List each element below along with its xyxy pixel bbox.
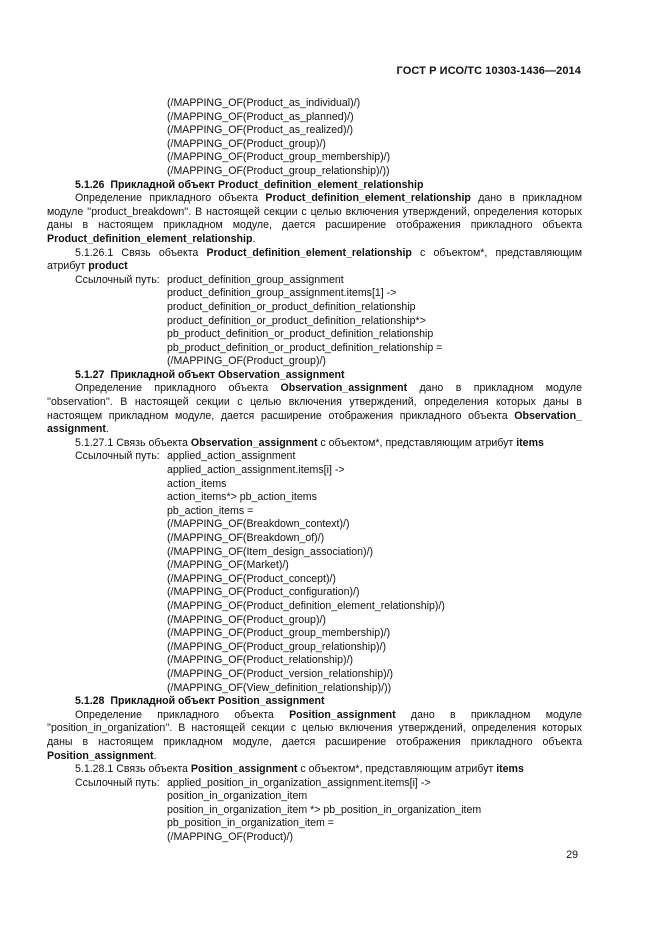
text-run: 5.1.27.1 Связь объекта xyxy=(75,436,191,449)
text-run: дано в прикладном модуле ''position_in_organization''. В настоящей секции с целью включения утверждений, определения которых даны в настоящем прикладном модуле, дается расширение отображения прикладного объекта xyxy=(47,708,582,748)
text-run: с объектом*, представляющим атрибут xyxy=(317,436,517,449)
reference-label: Ссылочный путь: xyxy=(75,776,160,789)
entity-name: Observation_ assignment xyxy=(47,409,582,436)
reference-path xyxy=(47,777,582,791)
section-paragraph xyxy=(47,709,582,763)
page-content xyxy=(47,97,582,845)
reference-line: action_items*> pb_action_items xyxy=(167,491,317,504)
reference-line: pb_action_items = xyxy=(167,504,254,517)
document-header: ГОСТ Р ИСО/ТС 10303-1436—2014 xyxy=(396,65,581,77)
reference-line: (/MAPPING_OF(Product_relationship)/) xyxy=(167,654,354,667)
reference-line: (/MAPPING_OF(Product_definition_element_relationship)/) xyxy=(167,599,445,612)
subsection-5-1-28-1 xyxy=(47,763,582,777)
attribute-name: items xyxy=(516,436,544,449)
heading-number: 5.1.26 xyxy=(75,178,105,191)
reference-line: (/MAPPING_OF(Product_group_relationship)/) xyxy=(167,640,387,653)
mapping-list-top xyxy=(47,97,582,179)
reference-line: applied_action_assignment.items[i] -> xyxy=(167,464,345,477)
heading-text: Прикладной объект Observation_assignment xyxy=(110,368,345,381)
entity-name: Position_assignment xyxy=(289,708,396,721)
mapping-line: (/MAPPING_OF(Product_as_realized)/) xyxy=(167,124,354,137)
reference-line: applied_action_assignment xyxy=(167,450,296,463)
entity-name: Position_assignment xyxy=(47,749,154,762)
section-heading-5-1-28 xyxy=(47,695,582,709)
mapping-line: (/MAPPING_OF(Product_group_membership)/) xyxy=(167,151,391,164)
reference-line: product_definition_or_product_definition_relationship*> xyxy=(167,314,426,327)
reference-line: action_items xyxy=(167,477,227,490)
reference-line: applied_position_in_organization_assignment.items[i] -> xyxy=(167,776,431,789)
entity-name: Observation_assignment xyxy=(280,382,408,395)
reference-line: pb_position_in_organization_item = xyxy=(167,817,334,830)
text-run: Определение прикладного объекта xyxy=(75,708,290,721)
text-run: Определение прикладного объекта xyxy=(75,382,281,395)
text-run: . xyxy=(153,749,157,762)
page-number: 29 xyxy=(566,849,578,861)
section-paragraph xyxy=(47,192,582,246)
reference-path xyxy=(47,274,582,288)
heading-number: 5.1.27 xyxy=(75,368,105,381)
heading-number: 5.1.28 xyxy=(75,695,105,708)
text-run: Определение прикладного объекта xyxy=(75,192,266,205)
heading-text: Прикладной объект Product_definition_element_relationship xyxy=(110,178,424,191)
reference-line: product_definition_group_assignment xyxy=(167,273,344,286)
reference-line: (/MAPPING_OF(Product_group)/) xyxy=(167,355,326,368)
subsection-5-1-27-1 xyxy=(47,437,582,451)
reference-line: product_definition_or_product_definition_relationship xyxy=(167,300,416,313)
entity-name: Position_assignment xyxy=(190,763,298,776)
reference-line: (/MAPPING_OF(Product_group_membership)/) xyxy=(167,627,391,640)
text-run: 5.1.26.1 Связь объекта xyxy=(75,246,207,259)
reference-line: (/MAPPING_OF(Product_concept)/) xyxy=(167,572,336,585)
entity-name: Product_definition_element_relationship xyxy=(47,232,253,245)
text-run: с объектом*, представляющим атрибут xyxy=(47,246,583,273)
text-run: . xyxy=(252,232,256,245)
reference-label: Ссылочный путь: xyxy=(75,273,160,286)
reference-line: (/MAPPING_OF(Product_group)/) xyxy=(167,613,326,626)
subsection-5-1-26-1 xyxy=(47,247,582,274)
reference-line: position_in_organization_item *> pb_position_in_organization_item xyxy=(167,803,482,816)
section-paragraph xyxy=(47,382,582,436)
mapping-line: (/MAPPING_OF(Product_group_relationship)/)) xyxy=(167,164,390,177)
text-run: . xyxy=(105,423,109,436)
text-run: дано в прикладном модуле ''observation''. В настоящей секции с целью включения утверждений, определения которых даны в настоящем прикладном модуле, дается расширение отображения прикладного объекта xyxy=(47,382,582,422)
reference-line: pb_product_definition_or_product_definition_relationship xyxy=(167,328,434,341)
reference-line: product_definition_group_assignment.items[1] -> xyxy=(167,287,397,300)
reference-line: (/MAPPING_OF(Product_configuration)/) xyxy=(167,586,360,599)
section-heading-5-1-26 xyxy=(47,179,582,193)
entity-name: Product_definition_element_relationship xyxy=(206,246,412,259)
reference-line: (/MAPPING_OF(Product)/) xyxy=(167,831,293,844)
mapping-line: (/MAPPING_OF(Product_group)/) xyxy=(167,137,326,150)
heading-text: Прикладной объект Position_assignment xyxy=(110,695,325,708)
text-run: с объектом*, представляющим атрибут xyxy=(297,763,497,776)
reference-path xyxy=(47,450,582,464)
attribute-name: items xyxy=(496,763,524,776)
reference-line: (/MAPPING_OF(Item_design_association)/) xyxy=(167,545,374,558)
text-run: дано в прикладном модуле ''product_breakdown''. В настоящей секции с целью включения утверждений, определения которых даны в настоящем прикладном модуле, дается расширение отображения прикладного объекта xyxy=(47,192,582,232)
reference-line: (/MAPPING_OF(Breakdown_context)/) xyxy=(167,518,350,531)
reference-line: (/MAPPING_OF(Breakdown_of)/) xyxy=(167,532,325,544)
reference-line: position_in_organization_item xyxy=(167,790,308,803)
reference-line: (/MAPPING_OF(Market)/) xyxy=(167,559,289,572)
mapping-line: (/MAPPING_OF(Product_as_planned)/) xyxy=(167,110,354,123)
entity-name: Observation_assignment xyxy=(190,436,318,449)
reference-label: Ссылочный путь: xyxy=(75,450,160,463)
reference-line: (/MAPPING_OF(View_definition_relationship)/)) xyxy=(167,681,392,694)
section-heading-5-1-27 xyxy=(47,369,582,383)
attribute-name: product xyxy=(88,260,128,273)
text-run: 5.1.28.1 Связь объекта xyxy=(75,763,191,776)
entity-name: Product_definition_element_relationship xyxy=(265,192,471,205)
reference-line: (/MAPPING_OF(Product_version_relationship)/) xyxy=(167,667,394,680)
reference-line: pb_product_definition_or_product_definition_relationship = xyxy=(167,341,443,354)
mapping-line: (/MAPPING_OF(Product_as_individual)/) xyxy=(167,97,361,109)
